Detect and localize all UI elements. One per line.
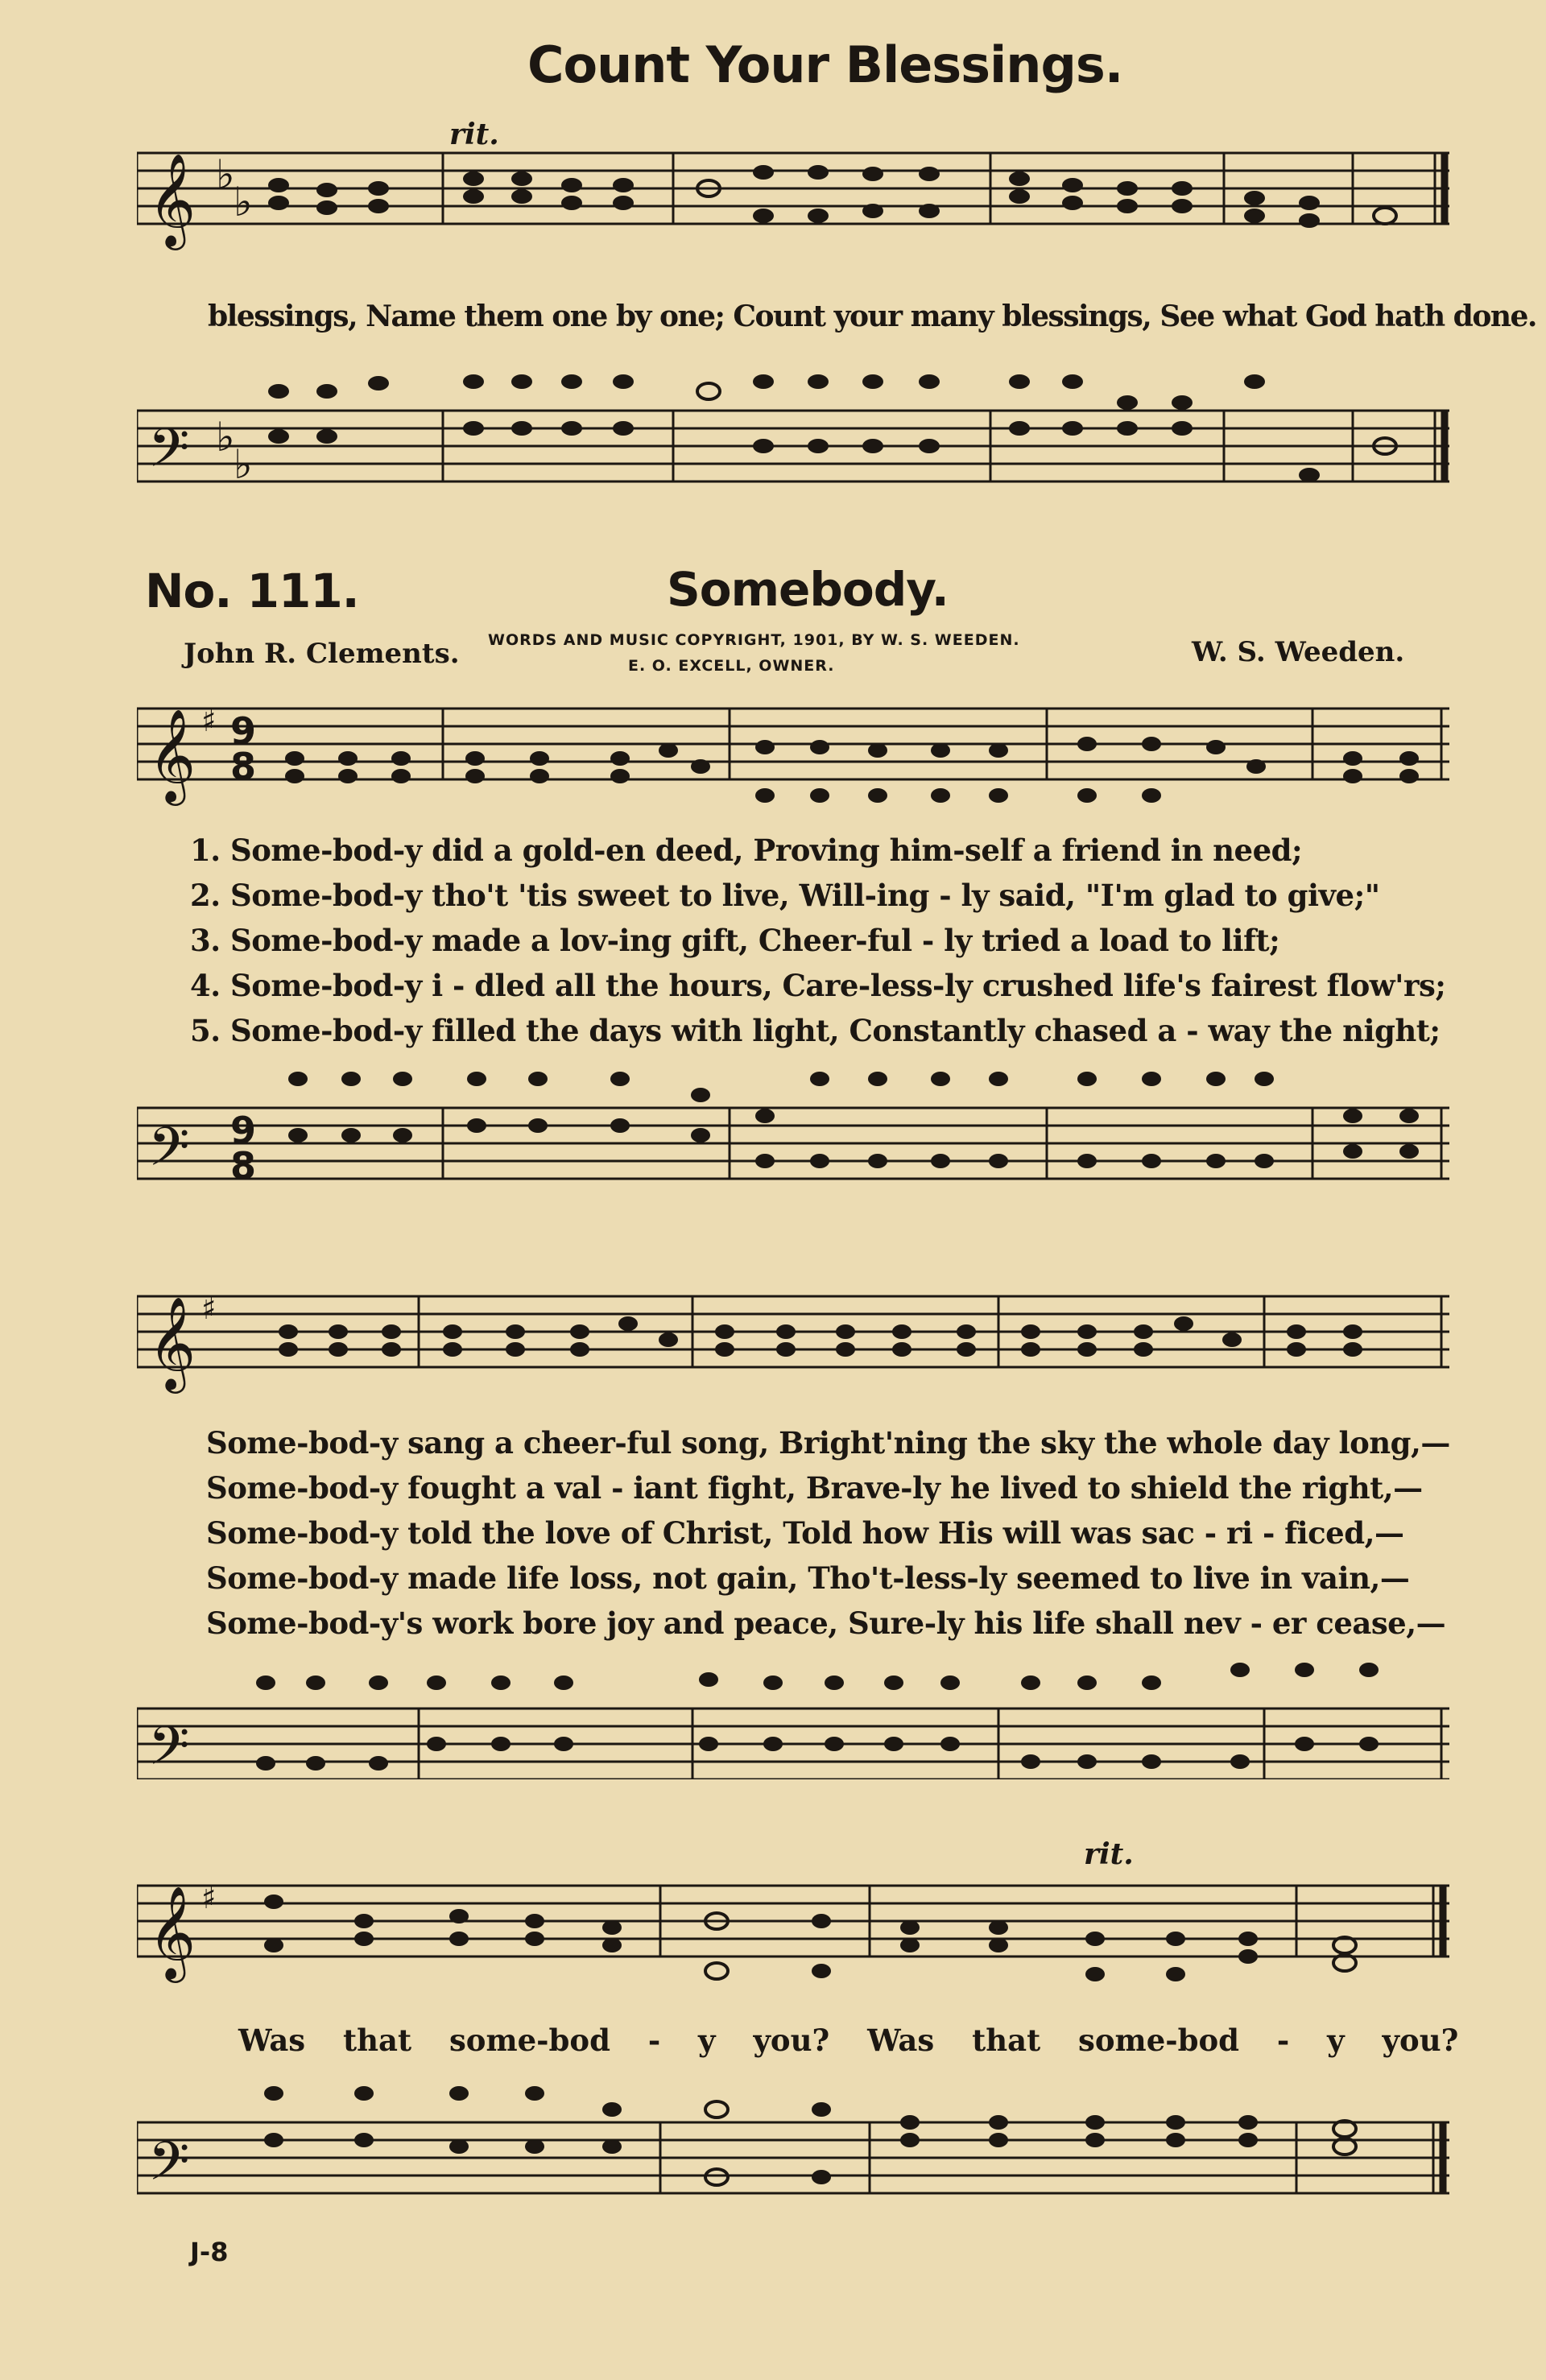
svg-text:𝄢: 𝄢	[148, 2130, 190, 2205]
hymn-title: Somebody.	[667, 562, 949, 617]
refrain-tempo-mark: rit.	[1084, 1837, 1134, 1871]
time-signature: 9	[230, 709, 257, 753]
verse-4-line-2: Some-bod-y made life loss, not gain, Tho't-less-ly seemed to live in vain,—	[206, 1560, 1410, 1596]
verse-4-line-1: 4. Some-bod-y i - dled all the hours, Care-less-ly crushed life's fairest flow'rs;	[190, 968, 1446, 1003]
svg-text:𝄞: 𝄞	[148, 1885, 196, 1979]
system3-bass-staff	[137, 2077, 1457, 2246]
hymn-number: No. 111.	[145, 564, 359, 618]
svg-text:𝄞: 𝄞	[148, 708, 196, 802]
system1-treble-staff	[137, 699, 1457, 812]
verse-2-line-1: 2. Some-bod-y tho't 'tis sweet to live, Will-ing - ly said, "I'm glad to give;"	[190, 878, 1380, 913]
previous-hymn-title: Count Your Blessings.	[527, 35, 1123, 94]
svg-text:𝄢: 𝄢	[148, 1116, 190, 1184]
svg-text:♭: ♭	[216, 414, 235, 461]
svg-text:♭: ♭	[234, 441, 253, 488]
copyright-line-1: WORDS AND MUSIC COPYRIGHT, 1901, BY W. S. WEEDEN.	[488, 631, 1020, 649]
system3-treble-staff	[137, 1876, 1457, 1997]
refrain-lyric: Was that some-bod - y you? Was that some-bod - y you?	[238, 2023, 1459, 2058]
footer-code: J-8	[190, 2237, 229, 2267]
svg-text:8: 8	[230, 1144, 257, 1184]
system2-treble-staff	[137, 1280, 1457, 1409]
verse-3-line-1: 3. Some-bod-y made a lov-ing gift, Cheer-ful - ly tried a load to lift;	[190, 923, 1280, 958]
verse-2-line-2: Some-bod-y fought a val - iant fight, Brave-ly he lived to shield the right,—	[206, 1470, 1423, 1506]
svg-text:𝄢: 𝄢	[148, 1715, 190, 1779]
system2-bass-staff	[137, 1651, 1457, 1779]
verse-5-line-1: 5. Some-bod-y filled the days with light, Constantly chased a - way the night;	[190, 1013, 1441, 1048]
previous-tempo-mark: rit.	[449, 118, 499, 151]
verse-1-line-2: Some-bod-y sang a cheer-ful song, Bright'ning the sky the whole day long,—	[206, 1425, 1450, 1461]
verse-1-line-1: 1. Some-bod-y did a gold-en deed, Proving him-self a friend in need;	[190, 833, 1303, 868]
previous-treble-staff	[137, 137, 1457, 274]
svg-text:𝄢: 𝄢	[148, 417, 190, 492]
svg-text:8: 8	[230, 745, 257, 788]
previous-bass-staff	[137, 346, 1457, 507]
svg-text:♯: ♯	[201, 1291, 217, 1326]
svg-text:𝄞: 𝄞	[148, 152, 196, 246]
system1-bass-staff	[137, 1063, 1457, 1184]
svg-text:♭: ♭	[234, 179, 253, 225]
svg-text:♭: ♭	[216, 151, 235, 198]
svg-text:♯: ♯	[201, 703, 217, 738]
verse-5-line-2: Some-bod-y's work bore joy and peace, Sure-ly his life shall nev - er cease,—	[206, 1605, 1446, 1641]
previous-hymn-lyric: blessings, Name them one by one; Count your many blessings, See what God hath done.	[208, 300, 1536, 333]
svg-text:9: 9	[230, 1109, 257, 1152]
lyricist: John R. Clements.	[184, 638, 460, 670]
verse-3-line-2: Some-bod-y told the love of Christ, Told how His will was sac - ri - ficed,—	[206, 1515, 1404, 1551]
copyright-line-2: E. O. EXCELL, OWNER.	[628, 657, 835, 675]
composer: W. S. Weeden.	[1192, 636, 1405, 668]
svg-text:♯: ♯	[201, 1880, 217, 1915]
svg-text:𝄞: 𝄞	[148, 1295, 196, 1390]
